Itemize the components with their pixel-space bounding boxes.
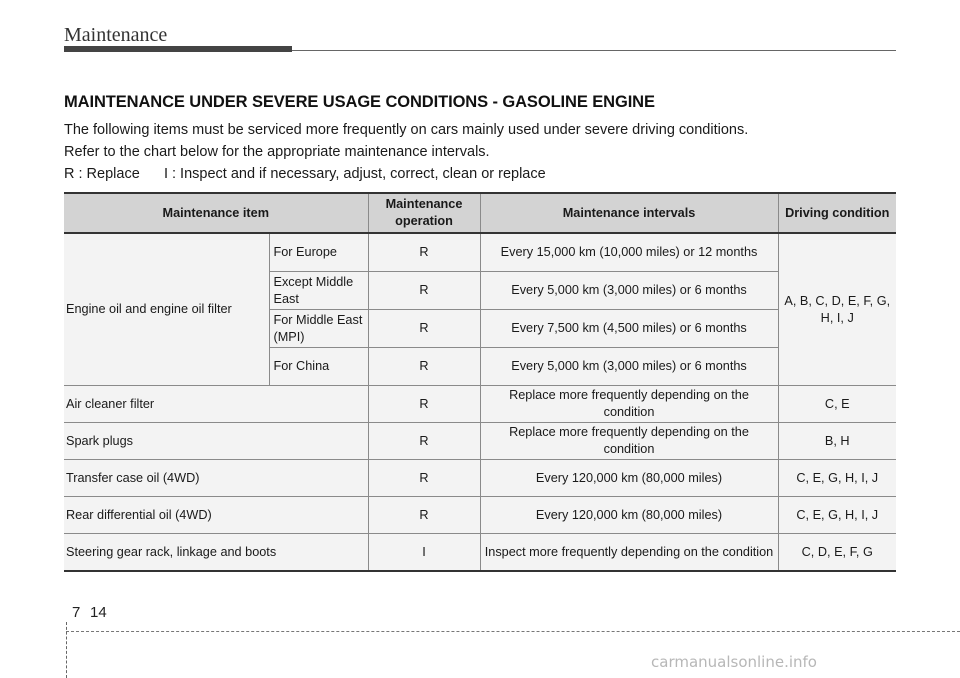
cell-interval: Every 5,000 km (3,000 miles) or 6 months [480, 272, 778, 310]
header-maintenance-intervals: Maintenance intervals [480, 193, 778, 233]
header-maintenance-item: Maintenance item [64, 193, 368, 233]
cell-region: Except Middle East [269, 272, 368, 310]
cell-condition: A, B, C, D, E, F, G, H, I, J [778, 233, 896, 386]
legend-inspect: I : Inspect and if necessary, adjust, correct, clean or replace [163, 166, 546, 182]
cell-region: For Europe [269, 233, 368, 272]
header-driving-condition: Driving condition [778, 193, 896, 233]
cell-condition: C, D, E, F, G [778, 534, 896, 572]
intro-text [64, 119, 904, 185]
cell-condition: C, E [778, 386, 896, 423]
intro-line-2: Refer to the chart below for the appropriate maintenance intervals. [64, 144, 490, 160]
table-row [64, 386, 896, 423]
cell-interval: Every 120,000 km (80,000 miles) [480, 460, 778, 497]
cell-operation: R [368, 348, 480, 386]
cell-condition: C, E, G, H, I, J [778, 497, 896, 534]
cell-operation: R [368, 497, 480, 534]
cell-interval: Replace more frequently depending on the condition [480, 386, 778, 423]
table-header-row [64, 193, 896, 233]
watermark: carmanualsonline.info [651, 653, 817, 671]
footer-rule-horizontal [66, 631, 960, 632]
cell-operation: R [368, 272, 480, 310]
cell-region: For Middle East (MPI) [269, 310, 368, 348]
cell-interval: Every 15,000 km (10,000 miles) or 12 months [480, 233, 778, 272]
cell-interval: Inspect more frequently depending on the condition [480, 534, 778, 572]
chapter-number: 7 [72, 604, 81, 621]
legend-line [64, 163, 904, 185]
cell-item: Rear differential oil (4WD) [64, 497, 368, 534]
cell-operation: R [368, 460, 480, 497]
cell-interval: Every 7,500 km (4,500 miles) or 6 months [480, 310, 778, 348]
cell-operation: R [368, 310, 480, 348]
cell-interval: Every 120,000 km (80,000 miles) [480, 497, 778, 534]
cell-item: Engine oil and engine oil filter [64, 233, 269, 386]
cell-operation: I [368, 534, 480, 572]
cell-item: Transfer case oil (4WD) [64, 460, 368, 497]
intro-line-1: The following items must be serviced more frequently on cars mainly used under severe driving conditions. [64, 122, 749, 138]
header-rule-thin [292, 50, 896, 51]
cell-operation: R [368, 233, 480, 272]
legend-replace: R : Replace [64, 166, 140, 182]
table-row [64, 534, 896, 572]
table-row [64, 233, 896, 272]
cell-item: Air cleaner filter [64, 386, 368, 423]
cell-condition: C, E, G, H, I, J [778, 460, 896, 497]
table-row [64, 423, 896, 460]
cell-condition: B, H [778, 423, 896, 460]
header-maintenance-operation: Maintenance operation [368, 193, 480, 233]
table-row [64, 460, 896, 497]
cell-interval: Every 5,000 km (3,000 miles) or 6 months [480, 348, 778, 386]
cell-region: For China [269, 348, 368, 386]
cell-operation: R [368, 386, 480, 423]
cell-operation: R [368, 423, 480, 460]
running-head: Maintenance [64, 24, 168, 46]
footer-rule-vertical [66, 622, 67, 678]
header-rule-thick [64, 46, 292, 52]
cell-item: Steering gear rack, linkage and boots [64, 534, 368, 572]
table-row [64, 497, 896, 534]
cell-item: Spark plugs [64, 423, 368, 460]
section-title: MAINTENANCE UNDER SEVERE USAGE CONDITIONS - GASOLINE ENGINE [64, 93, 655, 111]
page-number-value: 14 [90, 604, 107, 621]
cell-interval: Replace more frequently depending on the condition [480, 423, 778, 460]
maintenance-table [64, 192, 896, 572]
